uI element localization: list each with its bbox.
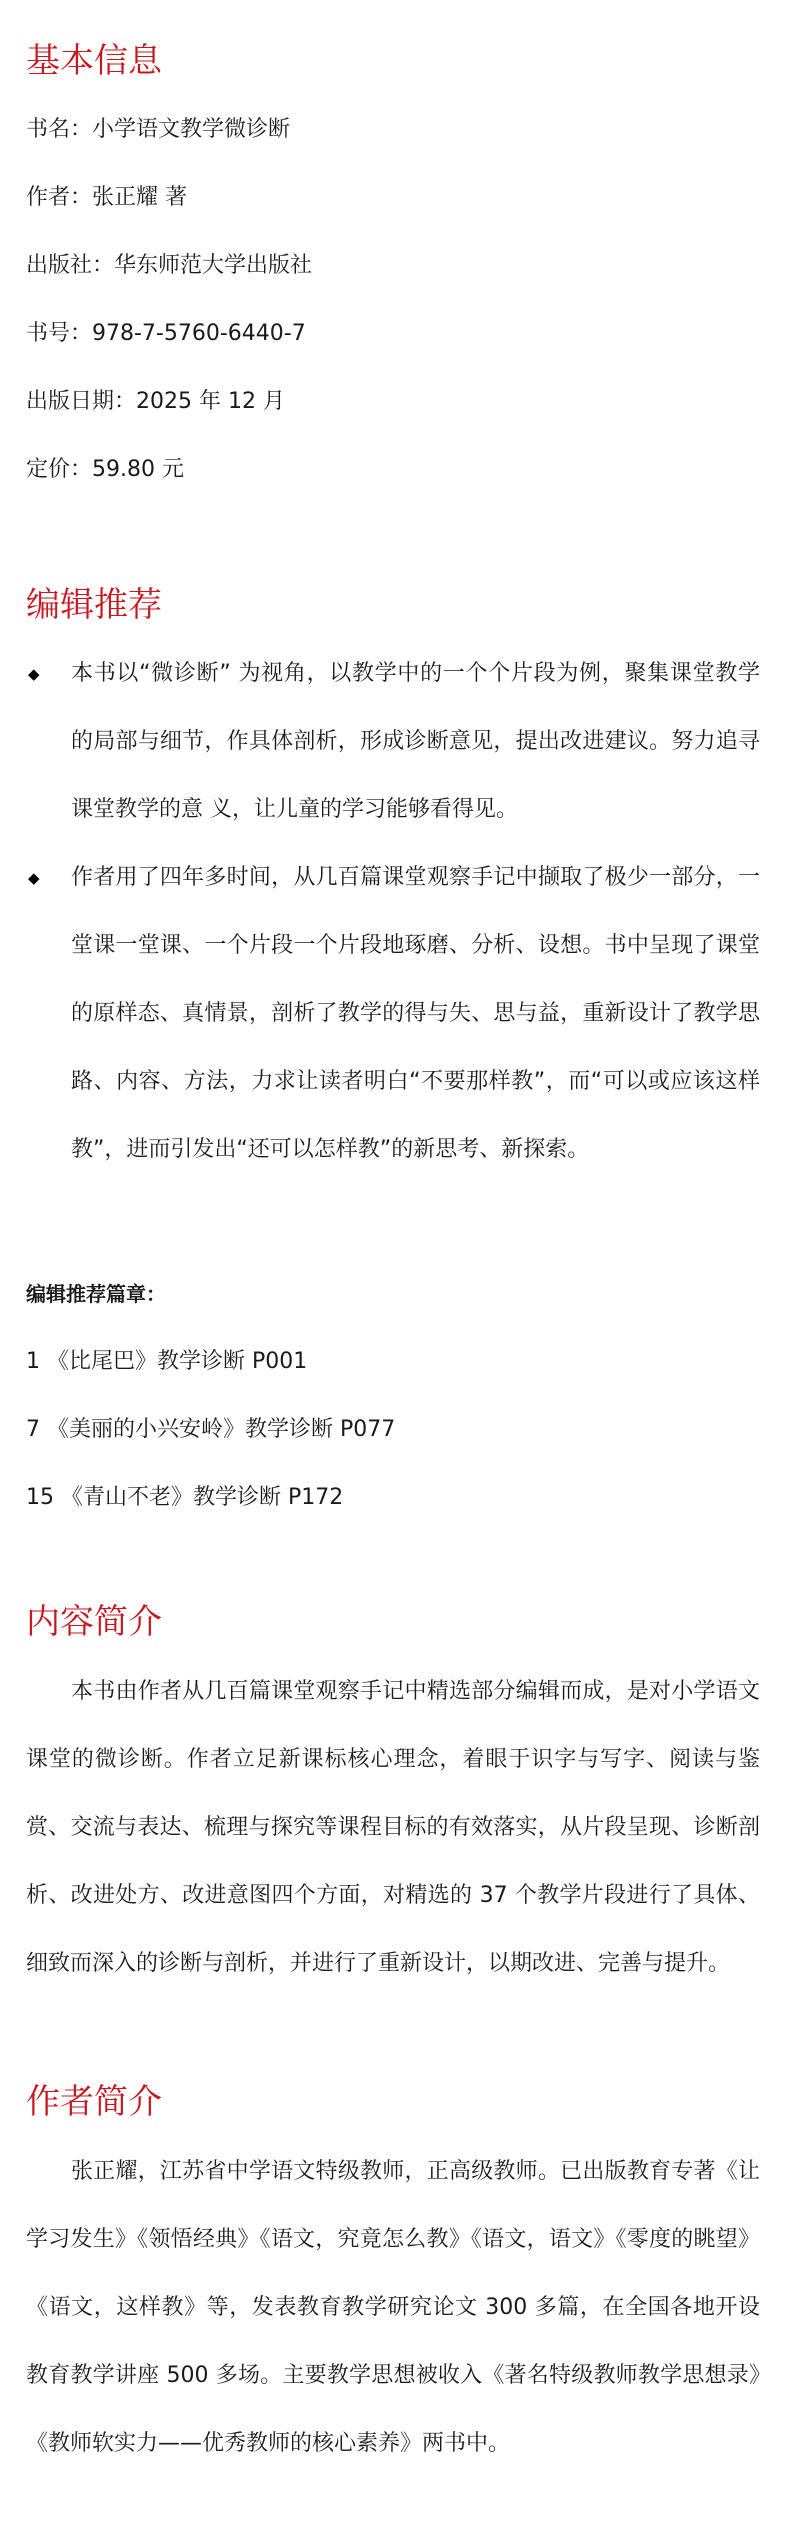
author-intro-paragraph: 张正耀，江苏省中学语文特级教师，正高级教师。已出版教育专著《让学习发生》《领悟经典》《语文，究竟怎么教》《语文，语文》《零度的眺望》《语文，这样教》等，发表教育教学研究论文 300 多篇，在全国各地开设教育教学讲座 500 多场。主要教学思想被收入《著名特级教师教学思想录》《教师软实力——优秀教师的核心素养》两书中。: [26, 2159, 760, 2456]
recommend-bullet-text: 作者用了四年多时间，从几百篇课堂观察手记中撷取了极少一部分，一堂课一堂课、一个片段一个片段地琢磨、分析、设想。书中呈现了课堂的原样态、真情景，剖析了教学的得与失、思与益，重新设计了教学思路、内容、方法，力求让读者明白“不要那样教”，而“可以或应该这样教”，进而引发出“还可以怎样教”的新思考、新探索。: [71, 865, 760, 1162]
black-diamond-bullet-icon: ◆: [28, 665, 40, 683]
recommend-bullet-list: [26, 640, 760, 1184]
basic-info-list: [26, 96, 760, 504]
recommended-chapters-heading: 编辑推荐篇章：: [26, 1282, 166, 1306]
chapter-item: 15 《青山不老》教学诊断 P172: [26, 1485, 344, 1510]
info-publisher: 出版社：华东师范大学出版社: [26, 253, 313, 278]
info-book-name: 书名：小学语文教学微诊断: [26, 117, 291, 142]
section-title-editor-recommend: 编辑推荐: [26, 585, 162, 625]
info-price: 定价：59.80 元: [26, 457, 184, 482]
section-title-author-intro: 作者简介: [26, 2082, 162, 2122]
author-intro-body: [26, 2138, 760, 2478]
info-isbn: 书号：978-7-5760-6440-7: [26, 321, 306, 346]
chapter-item: 7 《美丽的小兴安岭》教学诊断 P077: [26, 1417, 396, 1442]
recommend-bullet-text: 本书以“微诊断” 为视角，以教学中的一个个片段为例，聚集课堂教学的局部与细节，作具体剖析，形成诊断意见，提出改进建议。努力追寻课堂教学的意 义，让儿童的学习能够看得见。: [71, 661, 760, 822]
black-diamond-bullet-icon: ◆: [28, 869, 40, 887]
recommend-bullet-item: [26, 844, 760, 1184]
content-intro-body: [26, 1658, 760, 1998]
section-title-basic-info: 基本信息: [26, 41, 162, 81]
info-author: 作者：张正耀 著: [26, 185, 187, 210]
chapter-item: 1 《比尾巴》教学诊断 P001: [26, 1349, 308, 1374]
info-publish-date: 出版日期：2025 年 12 月: [26, 389, 285, 414]
content-intro-paragraph: 本书由作者从几百篇课堂观察手记中精选部分编辑而成，是对小学语文课堂的微诊断。作者立足新课标核心理念，着眼于识字与写字、阅读与鉴赏、交流与表达、梳理与探究等课程目标的有效落实，从片段呈现、诊断剖析、改进处方、改进意图四个方面，对精选的 37 个教学片段进行了具体、细致而深入的诊断与剖析，并进行了重新设计，以期改进、完善与提升。: [26, 1679, 760, 1976]
recommend-bullet-item: [26, 640, 760, 844]
section-title-content-intro: 内容简介: [26, 1602, 162, 1642]
recommended-chapters: [26, 1260, 760, 1532]
